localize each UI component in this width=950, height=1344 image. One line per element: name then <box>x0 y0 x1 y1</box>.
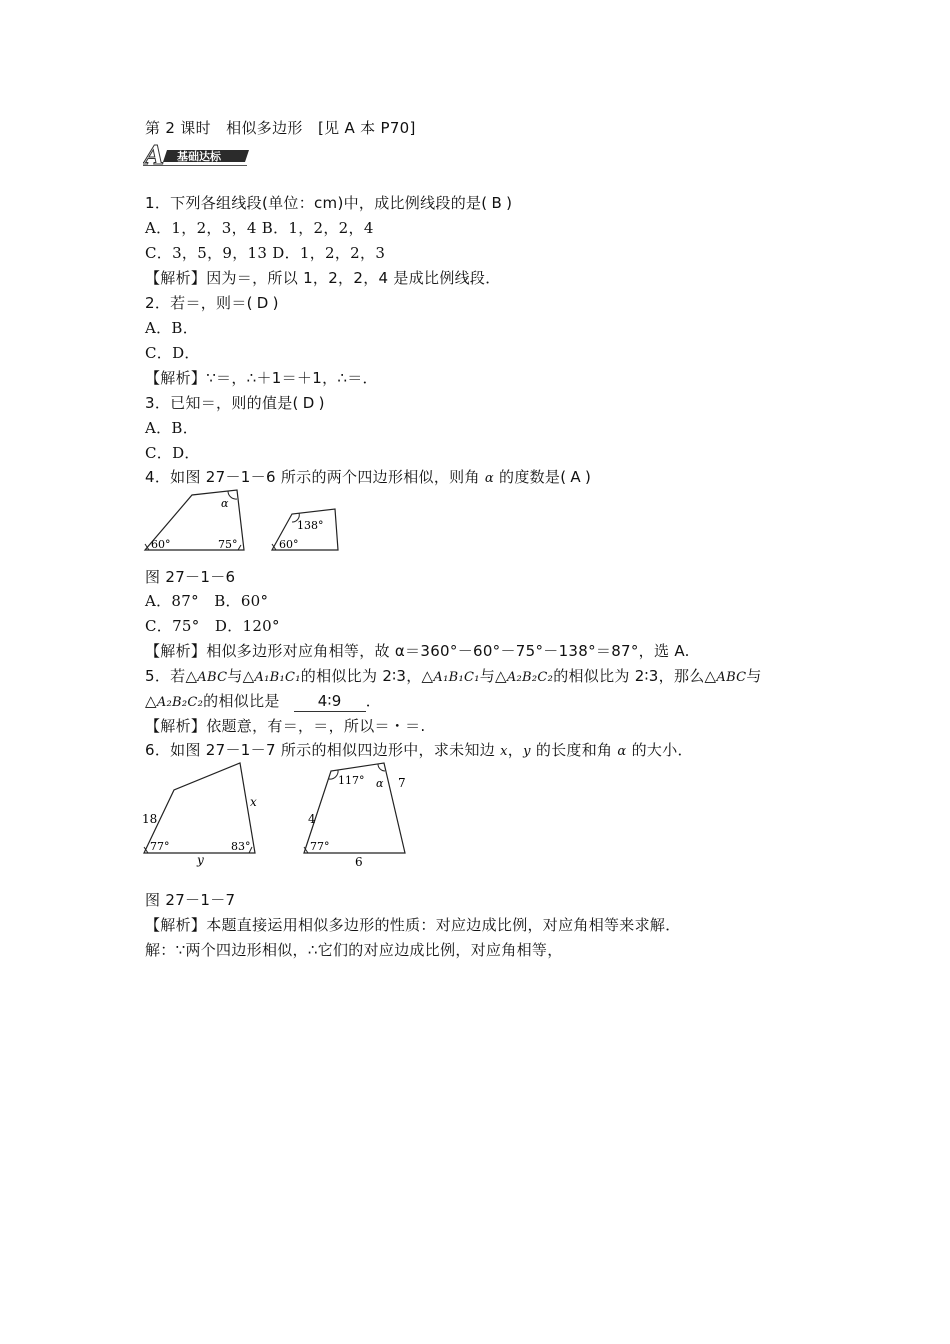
label-4: 4 <box>308 812 316 826</box>
question-4-options-ab: A．87° B．60° <box>145 592 269 610</box>
question-3-options-cd: C．D． <box>145 444 200 462</box>
question-5-analysis: 【解析】依题意，有＝，＝，所以＝・＝. <box>145 717 426 735</box>
label-60-small: 60° <box>279 538 299 551</box>
label-60-large: 60° <box>151 538 171 551</box>
label-83: 83° <box>231 840 251 853</box>
section-badge <box>143 141 251 167</box>
label-6: 6 <box>355 855 363 868</box>
analysis-tag: 【解析】 <box>145 916 207 934</box>
label-75: 75° <box>218 538 238 551</box>
question-5-answer-blank: 4∶9 <box>294 691 366 712</box>
question-2-analysis: 【解析】∵＝，∴＋1＝＋1，∴＝． <box>145 369 378 387</box>
label-y: y <box>197 853 204 867</box>
angle-mark <box>238 545 241 550</box>
question-6-solution: 解：∵两个四边形相似，∴它们的对应边成比例，对应角相等， <box>145 941 563 959</box>
question-2-stem: 2．若＝，则＝( D ) <box>145 294 279 312</box>
label-138: 138° <box>297 519 324 532</box>
question-1-options-ab: A．1，2，3，4 B．1，2，2，4 <box>145 219 374 237</box>
question-3-stem: 3．已知＝，则的值是( D ) <box>145 394 325 412</box>
question-4-analysis: 【解析】相似多边形对应角相等，故 α＝360°－60°－75°－138°＝87°，选 A. <box>145 642 690 660</box>
figure-27-1-6-caption: 图 27－1－6 <box>145 568 236 586</box>
question-3-answer: D <box>302 394 315 412</box>
question-2-options-cd: C．D． <box>145 344 200 362</box>
question-2-answer: D <box>256 294 269 312</box>
badge-letter: A <box>144 141 165 167</box>
figure-27-1-7-caption: 图 27－1－7 <box>145 891 236 909</box>
question-4-answer: A <box>570 468 581 486</box>
question-4-stem: 4．如图 27－1－6 所示的两个四边形相似，则角 α 的度数是( A ) <box>145 468 592 486</box>
question-5-line-2: △A₂B₂C₂的相似比是 4∶9 ． <box>145 692 381 710</box>
analysis-tag: 【解析】 <box>145 369 207 387</box>
figure-27-1-6 <box>140 486 350 556</box>
question-1-options-cd: C．3，5，9，13 D．1，2，2，3 <box>145 244 386 262</box>
label-77-large: 77° <box>150 840 170 853</box>
alpha-arc <box>228 491 237 499</box>
question-2-options-ab: A．B． <box>145 319 199 337</box>
question-1-answer: B <box>491 194 503 212</box>
label-x: x <box>250 795 257 809</box>
analysis-tag: 【解析】 <box>145 642 207 660</box>
label-18: 18 <box>142 812 158 826</box>
label-7: 7 <box>398 776 406 790</box>
lesson-title: 第 2 课时 相似多边形 [见 A 本 P70] <box>145 119 416 137</box>
question-1-analysis: 【解析】因为＝，所以 1，2，2，4 是成比例线段． <box>145 269 501 287</box>
label-117: 117° <box>338 774 365 787</box>
question-3-options-ab: A．B． <box>145 419 199 437</box>
question-5-line-1: 5．若△ABC与△A₁B₁C₁的相似比为 2∶3，△A₁B₁C₁与△A₂B₂C₂的相似比为 2∶3，那么△ABC与 <box>145 667 762 685</box>
label-alpha: α <box>221 497 229 510</box>
figure-27-1-7 <box>138 758 418 868</box>
question-6-stem: 6．如图 27－1－7 所示的相似四边形中，求未知边 x，y 的长度和角 α 的大小． <box>145 741 693 759</box>
label-77-small: 77° <box>310 840 330 853</box>
question-1-stem: 1．下列各组线段(单位：cm)中，成比例线段的是( B ) <box>145 194 513 212</box>
badge-text: 基础达标 <box>177 150 221 163</box>
question-6-analysis: 【解析】本题直接运用相似多边形的性质：对应边成比例，对应角相等来求解． <box>145 916 681 934</box>
question-4-options-cd: C．75° D．120° <box>145 617 280 635</box>
analysis-tag: 【解析】 <box>145 269 207 287</box>
analysis-tag: 【解析】 <box>145 717 207 735</box>
label-alpha: α <box>376 777 384 790</box>
